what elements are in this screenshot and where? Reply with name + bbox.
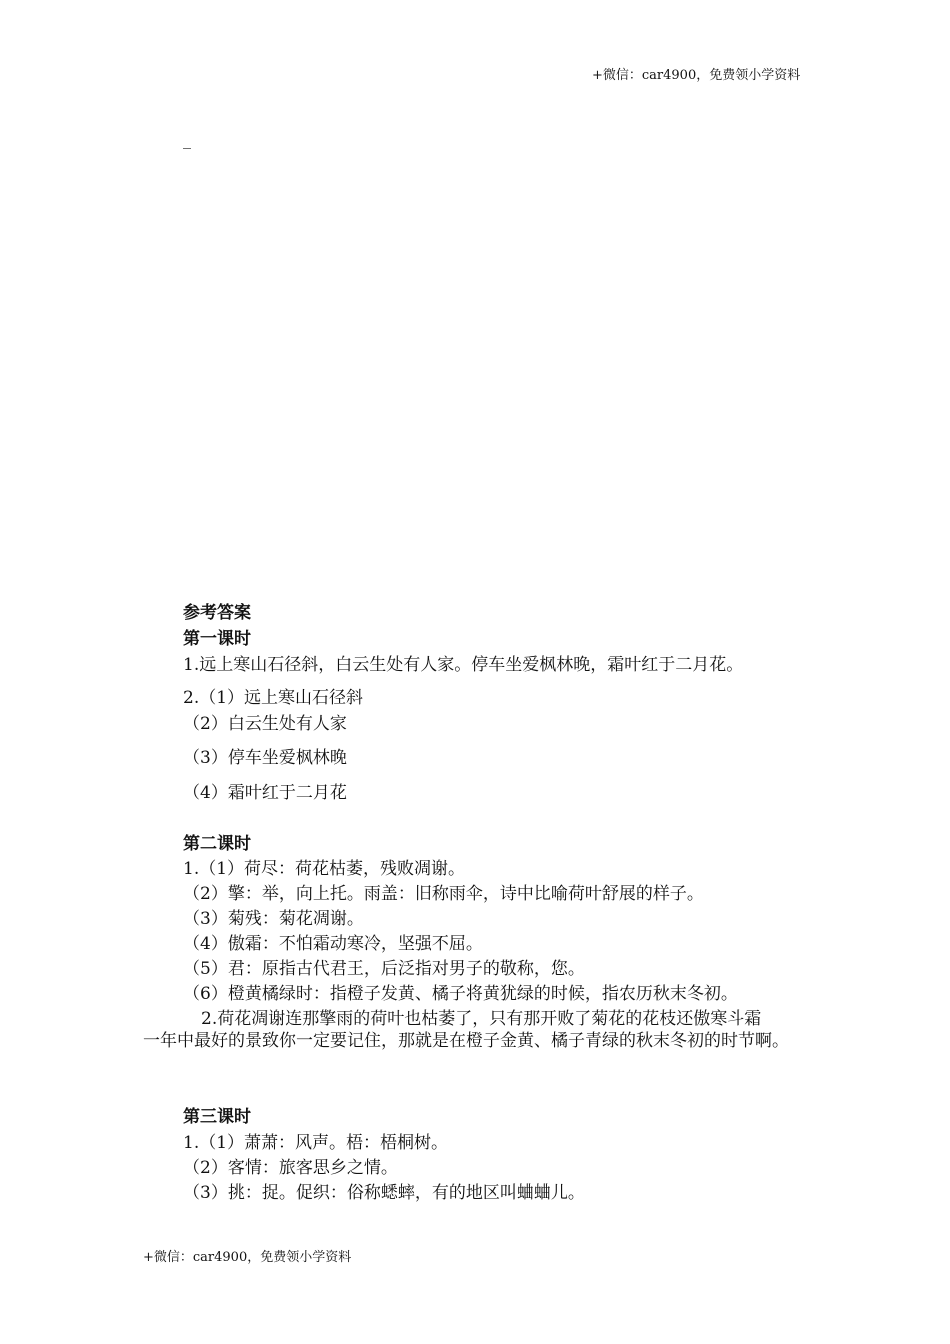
footer-watermark: +微信：car4900，免费领小学资料 [143,1250,352,1265]
lesson3-q1-3: （3）挑：捉。促织：俗称蟋蟀，有的地区叫蛐蛐儿。 [183,1183,585,1203]
lesson3-q1-1: 1.（1）萧萧：风声。梧：梧桐树。 [183,1133,449,1153]
lesson2-q1-3: （3）菊残：菊花凋谢。 [183,909,364,929]
lesson3-heading: 第三课时 [183,1107,251,1127]
lesson2-q1-5: （5）君：原指古代君王，后泛指对男子的敬称，您。 [183,959,585,979]
lesson2-q1-4: （4）傲霜：不怕霜动寒冷，坚强不屈。 [183,934,483,954]
lesson3-q1-2: （2）客情：旅客思乡之情。 [183,1158,398,1178]
lesson2-q2: 2.荷花凋谢连那擎雨的荷叶也枯萎了，只有那开败了菊花的花枝还傲寒斗霜 [201,1009,762,1029]
lesson2-q1-1: 1.（1）荷尽：荷花枯萎，残败凋谢。 [183,859,466,879]
lesson1-q2-1: 2.（1）远上寒山石径斜 [183,688,364,708]
lesson1-q2-2: （2）白云生处有人家 [183,714,347,734]
header-watermark: +微信：car4900，免费领小学资料 [592,68,801,83]
answers-title: 参考答案 [183,603,251,623]
lesson1-q2-3: （3）停车坐爱枫林晚 [183,748,347,768]
top-mark: _ [183,130,191,149]
lesson2-q1-2: （2）擎：举，向上托。雨盖：旧称雨伞，诗中比喻荷叶舒展的样子。 [183,884,704,904]
lesson1-heading: 第一课时 [183,629,251,649]
lesson2-q2-continued: 一年中最好的景致你一定要记住，那就是在橙子金黄、橘子青绿的秋末冬初的时节啊。 [143,1031,789,1051]
lesson1-q2-4: （4）霜叶红于二月花 [183,783,347,803]
lesson1-q1: 1.远上寒山石径斜，白云生处有人家。停车坐爱枫林晚，霜叶红于二月花。 [183,655,744,675]
lesson2-heading: 第二课时 [183,834,251,854]
lesson2-q1-6: （6）橙黄橘绿时：指橙子发黄、橘子将黄犹绿的时候，指农历秋末冬初。 [183,984,738,1004]
